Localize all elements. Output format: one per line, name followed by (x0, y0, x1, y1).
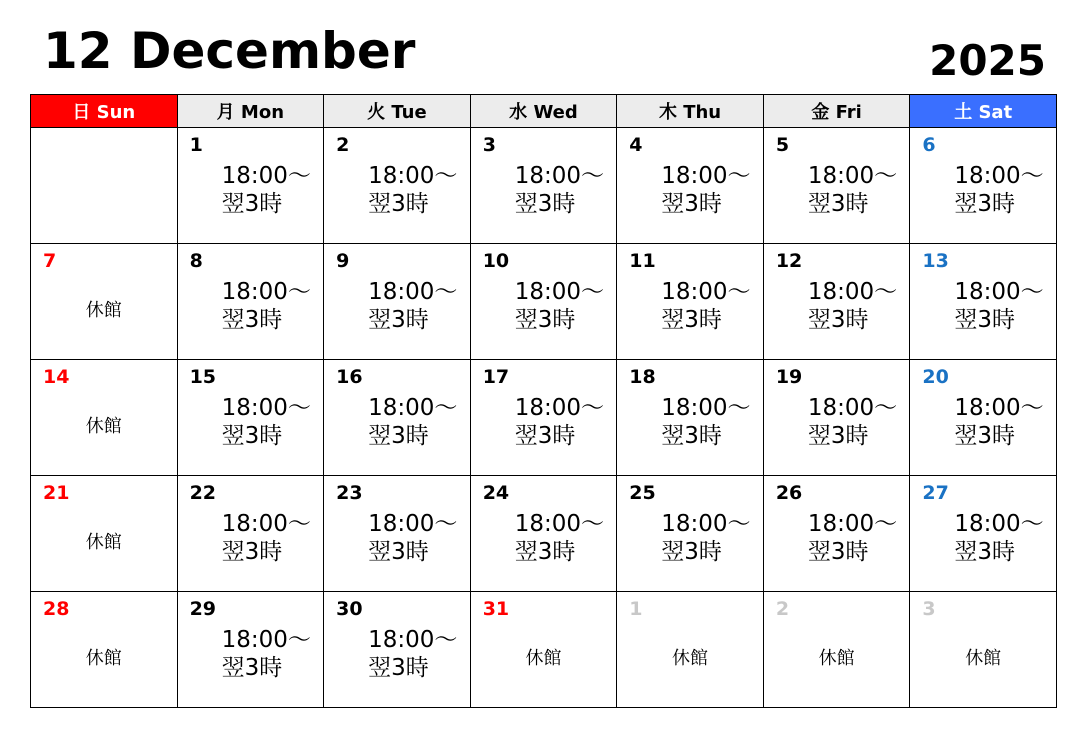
day-number: 21 (43, 482, 70, 504)
opening-time: 18:00～ (368, 511, 458, 537)
opening-time: 18:00～ (807, 395, 898, 421)
week-row (31, 360, 1057, 476)
day-number: 20 (922, 366, 949, 388)
day-cell[interactable] (324, 244, 471, 360)
calendar-body (31, 128, 1057, 708)
day-cell[interactable] (470, 128, 617, 244)
day-number: 19 (775, 366, 803, 388)
opening-time: 18:00～ (221, 163, 311, 189)
opening-time: 18:00～ (661, 279, 751, 305)
opening-time: 18:00～ (368, 395, 458, 421)
opening-hours (368, 510, 457, 566)
closing-time: 翌3時 (661, 423, 722, 449)
closing-time: 翌3時 (954, 307, 1016, 333)
opening-hours (368, 162, 457, 218)
weekday-header-mon: 月 Mon (177, 95, 324, 128)
closing-time: 翌3時 (368, 539, 429, 565)
opening-hours (515, 162, 604, 218)
day-cell[interactable] (763, 128, 910, 244)
day-cell[interactable] (470, 360, 617, 476)
day-number: 14 (43, 366, 70, 388)
closing-time: 翌3時 (368, 655, 429, 681)
day-cell[interactable] (31, 476, 178, 592)
weekday-header-sat: 土 Sat (910, 95, 1057, 128)
opening-time: 18:00～ (661, 395, 751, 421)
day-cell[interactable] (910, 244, 1057, 360)
day-cell[interactable] (763, 476, 910, 592)
opening-hours (515, 278, 604, 334)
closing-time: 翌3時 (954, 191, 1016, 217)
opening-hours (661, 510, 750, 566)
closing-time: 翌3時 (368, 307, 429, 333)
year-label: 2025 (929, 36, 1046, 85)
closed-label: 休館 (525, 648, 562, 669)
day-number: 7 (43, 250, 57, 272)
opening-hours (222, 278, 311, 334)
day-cell[interactable] (763, 360, 910, 476)
opening-hours (808, 394, 897, 450)
month-title: 12 December (43, 22, 416, 80)
day-number: 4 (629, 134, 643, 156)
day-cell[interactable] (31, 244, 178, 360)
day-cell[interactable] (617, 360, 764, 476)
opening-hours (515, 394, 604, 450)
weekday-header-fri: 金 Fri (763, 95, 910, 128)
closed-label: 休館 (85, 300, 122, 321)
closing-time: 翌3時 (368, 423, 429, 449)
day-number: 2 (775, 598, 790, 620)
opening-time: 18:00～ (368, 627, 458, 653)
day-cell[interactable] (31, 360, 178, 476)
day-number: 31 (482, 598, 510, 620)
opening-time: 18:00～ (514, 279, 604, 305)
opening-time: 18:00～ (807, 163, 898, 189)
closing-time: 翌3時 (954, 539, 1016, 565)
closed-label: 休館 (818, 648, 855, 669)
day-number: 22 (189, 482, 217, 504)
day-number: 26 (775, 482, 803, 504)
closed-label: 休館 (85, 648, 122, 669)
closing-time: 翌3時 (514, 307, 576, 333)
weekday-header-sun: 日 Sun (31, 95, 178, 128)
day-cell[interactable] (470, 476, 617, 592)
closing-time: 翌3時 (514, 539, 576, 565)
opening-time: 18:00～ (807, 279, 898, 305)
day-cell[interactable] (177, 476, 324, 592)
closing-time: 翌3時 (368, 191, 429, 217)
opening-hours (222, 626, 311, 682)
opening-time: 18:00～ (368, 279, 458, 305)
day-cell[interactable] (470, 592, 617, 708)
day-number: 6 (922, 134, 936, 156)
day-cell[interactable] (910, 592, 1057, 708)
day-cell[interactable] (324, 360, 471, 476)
day-cell[interactable] (177, 360, 324, 476)
weekday-header-thu: 木 Thu (617, 95, 764, 128)
opening-hours (661, 394, 750, 450)
closing-time: 翌3時 (221, 655, 283, 681)
opening-hours (661, 162, 750, 218)
calendar-grid (30, 94, 1057, 708)
opening-time: 18:00～ (221, 395, 311, 421)
closing-time: 翌3時 (661, 539, 722, 565)
opening-hours (954, 510, 1043, 566)
day-cell[interactable] (910, 360, 1057, 476)
opening-hours (808, 162, 897, 218)
opening-hours (368, 278, 457, 334)
closing-time: 翌3時 (221, 423, 283, 449)
closing-time: 翌3時 (514, 423, 576, 449)
day-number: 23 (336, 482, 363, 504)
weekday-header-tue: 火 Tue (324, 95, 471, 128)
day-number: 2 (336, 134, 350, 156)
closing-time: 翌3時 (514, 191, 576, 217)
day-number: 1 (189, 134, 203, 156)
day-number: 12 (775, 250, 803, 272)
day-cell[interactable] (617, 476, 764, 592)
day-number: 13 (922, 250, 949, 272)
day-number: 18 (629, 366, 656, 388)
day-number: 3 (922, 598, 936, 620)
day-number: 15 (189, 366, 217, 388)
week-row (31, 592, 1057, 708)
opening-time: 18:00～ (514, 163, 604, 189)
closed-label: 休館 (85, 532, 122, 553)
opening-hours (661, 278, 750, 334)
closing-time: 翌3時 (807, 423, 869, 449)
closing-time: 翌3時 (807, 191, 869, 217)
weekday-header-row (31, 95, 1057, 128)
week-row (31, 128, 1057, 244)
day-cell[interactable] (763, 592, 910, 708)
day-number: 1 (629, 598, 643, 620)
day-cell[interactable] (324, 592, 471, 708)
opening-time: 18:00～ (954, 511, 1044, 537)
day-number: 10 (482, 250, 510, 272)
day-cell[interactable] (470, 244, 617, 360)
day-number: 25 (629, 482, 656, 504)
closing-time: 翌3時 (807, 307, 869, 333)
day-cell[interactable] (617, 128, 764, 244)
day-cell[interactable] (31, 128, 178, 244)
opening-time: 18:00～ (514, 511, 604, 537)
opening-hours (954, 278, 1043, 334)
day-cell[interactable] (324, 476, 471, 592)
week-row (31, 476, 1057, 592)
day-number: 16 (336, 366, 363, 388)
opening-hours (222, 510, 311, 566)
opening-time: 18:00～ (661, 163, 751, 189)
day-cell[interactable] (177, 244, 324, 360)
closing-time: 翌3時 (221, 307, 283, 333)
closing-time: 翌3時 (221, 539, 283, 565)
opening-time: 18:00～ (221, 279, 311, 305)
closing-time: 翌3時 (807, 539, 869, 565)
closing-time: 翌3時 (661, 191, 722, 217)
opening-time: 18:00～ (221, 511, 311, 537)
day-cell[interactable] (910, 128, 1057, 244)
day-number: 3 (482, 134, 496, 156)
day-number: 9 (336, 250, 350, 272)
opening-hours (222, 162, 311, 218)
closing-time: 翌3時 (221, 191, 283, 217)
day-number: 17 (482, 366, 510, 388)
day-cell[interactable] (31, 592, 178, 708)
opening-hours (808, 278, 897, 334)
weekday-header-wed: 水 Wed (470, 95, 617, 128)
opening-hours (808, 510, 897, 566)
day-cell[interactable] (617, 244, 764, 360)
day-cell[interactable] (177, 128, 324, 244)
opening-time: 18:00～ (221, 627, 311, 653)
closing-time: 翌3時 (661, 307, 722, 333)
day-number: 11 (629, 250, 656, 272)
closed-label: 休館 (965, 648, 1002, 669)
day-cell[interactable] (177, 592, 324, 708)
day-cell[interactable] (617, 592, 764, 708)
day-number: 28 (43, 598, 70, 620)
opening-hours (515, 510, 604, 566)
closed-label: 休館 (672, 648, 709, 669)
opening-time: 18:00～ (954, 163, 1044, 189)
day-number: 5 (775, 134, 790, 156)
day-cell[interactable] (763, 244, 910, 360)
opening-time: 18:00～ (954, 395, 1044, 421)
opening-time: 18:00～ (661, 511, 751, 537)
opening-hours (222, 394, 311, 450)
opening-time: 18:00～ (368, 163, 458, 189)
opening-hours (368, 626, 457, 682)
day-cell[interactable] (910, 476, 1057, 592)
opening-hours (954, 162, 1043, 218)
opening-time: 18:00～ (514, 395, 604, 421)
closed-label: 休館 (85, 416, 122, 437)
opening-hours (954, 394, 1043, 450)
day-cell[interactable] (324, 128, 471, 244)
day-number: 29 (189, 598, 217, 620)
opening-time: 18:00～ (954, 279, 1044, 305)
opening-hours (368, 394, 457, 450)
closing-time: 翌3時 (954, 423, 1016, 449)
day-number: 24 (482, 482, 510, 504)
opening-time: 18:00～ (807, 511, 898, 537)
day-number: 27 (922, 482, 949, 504)
day-number: 30 (336, 598, 363, 620)
day-number: 8 (189, 250, 203, 272)
week-row (31, 244, 1057, 360)
